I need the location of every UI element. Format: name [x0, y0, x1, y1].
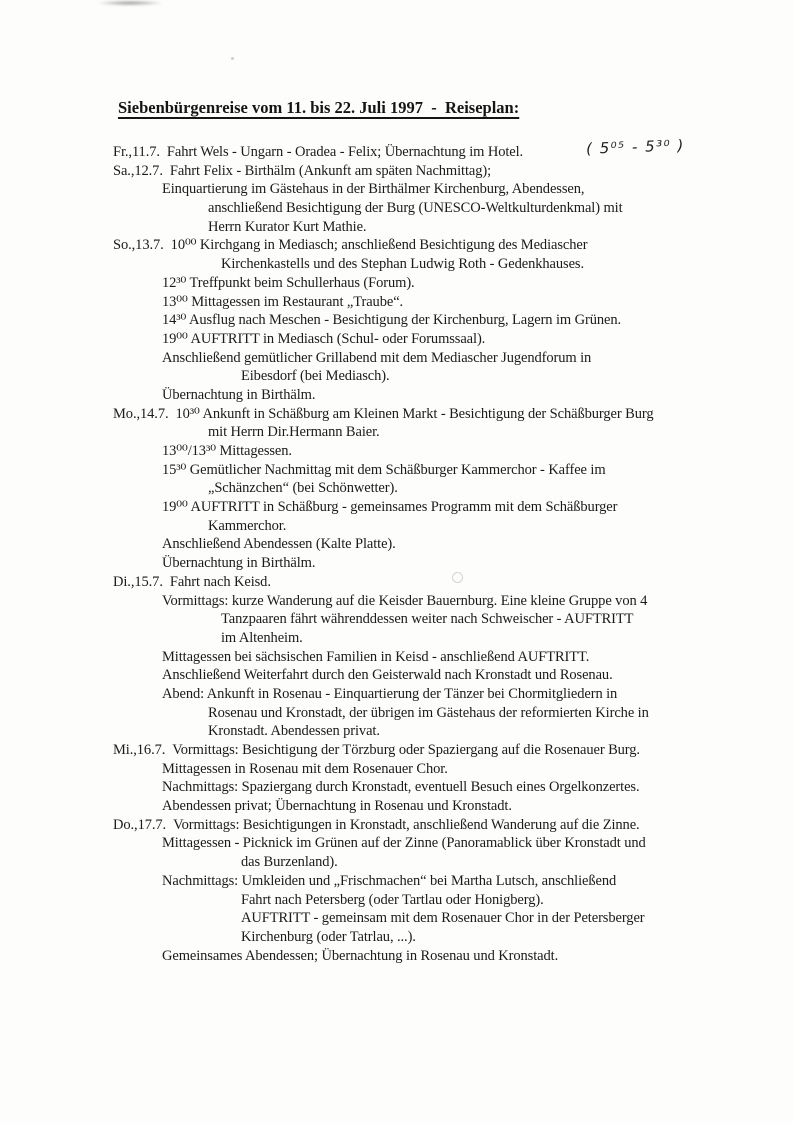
line-text: Eibesdorf (bei Mediasch). — [241, 368, 390, 385]
line-text: Mittagessen bei sächsischen Familien in Keisd - anschließend AUFTRITT. — [162, 648, 590, 665]
itinerary-line — [113, 330, 773, 349]
itinerary-line — [113, 255, 773, 274]
itinerary-line — [113, 592, 773, 611]
line-text: Tanzpaaren fährt währenddessen weiter nach Schweischer - AUFTRITT — [221, 611, 634, 628]
line-text: Mittagessen - Picknick im Grünen auf der Zinne (Panoramablick über Kronstadt und — [162, 835, 646, 852]
itinerary-line — [113, 479, 773, 498]
day-label: Fr.,11.7. — [113, 144, 160, 160]
day-label: Sa.,12.7. — [113, 162, 163, 179]
line-text: Anschließend gemütlicher Grillabend mit dem Mediascher Jugendforum in — [162, 349, 592, 366]
line-text: Kirchenburg (oder Tatrlau, ...). — [241, 928, 416, 945]
line-text: AUFTRITT - gemeinsam mit dem Rosenauer Chor in der Petersberger — [241, 910, 645, 927]
line-text: Fahrt Wels - Ungarn - Oradea - Felix; Übernachtung im Hotel. — [166, 144, 524, 160]
itinerary-line — [113, 909, 773, 928]
line-text: Vormittags: Besichtigungen in Kronstadt, anschließend Wanderung auf die Zinne. — [173, 816, 640, 833]
line-text: Kirchenkastells und des Stephan Ludwig Roth - Gedenkhauses. — [221, 256, 584, 273]
itinerary-line — [113, 405, 773, 424]
line-text: Gemeinsames Abendessen; Übernachtung in Rosenau und Kronstadt. — [162, 947, 559, 964]
day-label: Mi.,16.7. — [113, 742, 166, 758]
itinerary-line — [113, 928, 773, 947]
scan-artifact-dot — [231, 57, 234, 60]
itinerary-line — [113, 760, 773, 779]
line-text: Übernachtung in Birthälm. — [162, 555, 316, 572]
itinerary-line — [113, 143, 773, 162]
line-text: 10³⁰ Ankunft in Schäßburg am Kleinen Markt - Besichtigung der Schäßburger Burg — [175, 405, 654, 422]
line-text: Einquartierung im Gästehaus in der Birthälmer Kirchenburg, Abendessen, — [162, 181, 585, 198]
line-text: Anschließend Abendessen (Kalte Platte). — [162, 536, 396, 553]
line-text: Fahrt nach Keisd. — [169, 573, 271, 590]
line-text: Mittagessen in Rosenau mit dem Rosenauer Chor. — [162, 760, 448, 777]
itinerary — [113, 143, 773, 965]
itinerary-line — [113, 704, 773, 723]
line-text: 13⁰⁰ Mittagessen im Restaurant „Traube“. — [162, 293, 404, 310]
itinerary-line — [113, 629, 773, 648]
itinerary-line — [113, 816, 773, 835]
line-text: Vormittags: kurze Wanderung auf die Keisder Bauernburg. Eine kleine Gruppe von 4 — [162, 592, 648, 609]
itinerary-line — [113, 610, 773, 629]
itinerary-line — [113, 274, 773, 293]
itinerary-line — [113, 442, 773, 461]
line-text: Anschließend Weiterfahrt durch den Geisterwald nach Kronstadt und Rosenau. — [162, 667, 613, 684]
itinerary-line — [113, 180, 773, 199]
line-text: im Altenheim. — [221, 629, 303, 646]
itinerary-line — [113, 666, 773, 685]
line-text: Vormittags: Besichtigung der Törzburg oder Spaziergang auf die Rosenauer Burg. — [172, 742, 640, 758]
itinerary-line — [113, 199, 773, 218]
itinerary-line — [113, 685, 773, 704]
line-text: 19⁰⁰ AUFTRITT in Schäßburg - gemeinsames Programm mit dem Schäßburger — [162, 499, 618, 516]
line-text: 12³⁰ Treffpunkt beim Schullerhaus (Forum). — [162, 274, 415, 291]
line-text: Kronstadt. Abendessen privat. — [208, 723, 380, 740]
line-text: Abendessen privat; Übernachtung in Rosenau und Kronstadt. — [162, 798, 512, 815]
line-text: Abend: Ankunft in Rosenau - Einquartierung der Tänzer bei Chormitgliedern in — [162, 685, 618, 702]
itinerary-line — [113, 162, 773, 181]
itinerary-line — [113, 891, 773, 910]
itinerary-line — [113, 535, 773, 554]
itinerary-line — [113, 293, 773, 312]
itinerary-line — [113, 423, 773, 442]
itinerary-line — [113, 498, 773, 517]
itinerary-line — [113, 349, 773, 368]
line-text: anschließend Besichtigung der Burg (UNESCO-Weltkulturdenkmal) mit — [208, 200, 623, 217]
handwritten-note: ( 5⁰⁵ - 5³⁰ ) — [585, 136, 686, 158]
line-text: Übernachtung in Birthälm. — [162, 386, 316, 403]
itinerary-line — [113, 386, 773, 405]
line-text: Kammerchor. — [208, 517, 287, 534]
line-text: Fahrt Felix - Birthälm (Ankunft am späten Nachmittag); — [169, 162, 492, 179]
line-text: Nachmittags: Umkleiden und „Frischmachen“ bei Martha Lutsch, anschließend — [162, 872, 617, 889]
line-text: 19⁰⁰ AUFTRITT in Mediasch (Schul- oder Forumssaal). — [162, 330, 486, 347]
itinerary-line — [113, 554, 773, 573]
itinerary-line — [113, 311, 773, 330]
page-title: Siebenbürgenreise vom 11. bis 22. Juli 1997 - Reiseplan: — [118, 98, 520, 117]
scan-artifact-smudge — [96, 0, 164, 6]
itinerary-line — [113, 367, 773, 386]
itinerary-line — [113, 834, 773, 853]
itinerary-line — [113, 573, 773, 592]
itinerary-line — [113, 947, 773, 966]
itinerary-line — [113, 236, 773, 255]
line-text: Herrn Kurator Kurt Mathie. — [208, 218, 367, 235]
line-text: 13⁰⁰/13³⁰ Mittagessen. — [162, 443, 292, 459]
line-text: mit Herrn Dir.Hermann Baier. — [208, 424, 380, 441]
day-label: Mo.,14.7. — [113, 405, 169, 422]
itinerary-line — [113, 722, 773, 741]
itinerary-line — [113, 517, 773, 536]
line-text: 15³⁰ Gemütlicher Nachmittag mit dem Schäßburger Kammerchor - Kaffee im — [162, 461, 606, 478]
itinerary-line — [113, 872, 773, 891]
day-label: So.,13.7. — [113, 237, 164, 254]
day-label: Di.,15.7. — [113, 573, 163, 590]
day-label: Do.,17.7. — [113, 816, 167, 833]
itinerary-line — [113, 741, 773, 760]
itinerary-line — [113, 778, 773, 797]
line-text: das Burzenland). — [241, 854, 338, 871]
line-text: Rosenau und Kronstadt, der übrigen im Gästehaus der reformierten Kirche in — [208, 704, 649, 721]
line-text: Fahrt nach Petersberg (oder Tartlau oder Honigberg). — [241, 891, 544, 908]
line-text: Nachmittags: Spaziergang durch Kronstadt, eventuell Besuch eines Orgelkonzertes. — [162, 779, 640, 796]
itinerary-line — [113, 648, 773, 667]
itinerary-line — [113, 461, 773, 480]
line-text: 14³⁰ Ausflug nach Meschen - Besichtigung der Kirchenburg, Lagern im Grünen. — [162, 312, 622, 329]
itinerary-line — [113, 218, 773, 237]
line-text: 10⁰⁰ Kirchgang in Mediasch; anschließend Besichtigung des Mediascher — [170, 237, 588, 254]
line-text: „Schänzchen“ (bei Schönwetter). — [208, 480, 398, 497]
itinerary-line — [113, 797, 773, 816]
itinerary-line — [113, 853, 773, 872]
